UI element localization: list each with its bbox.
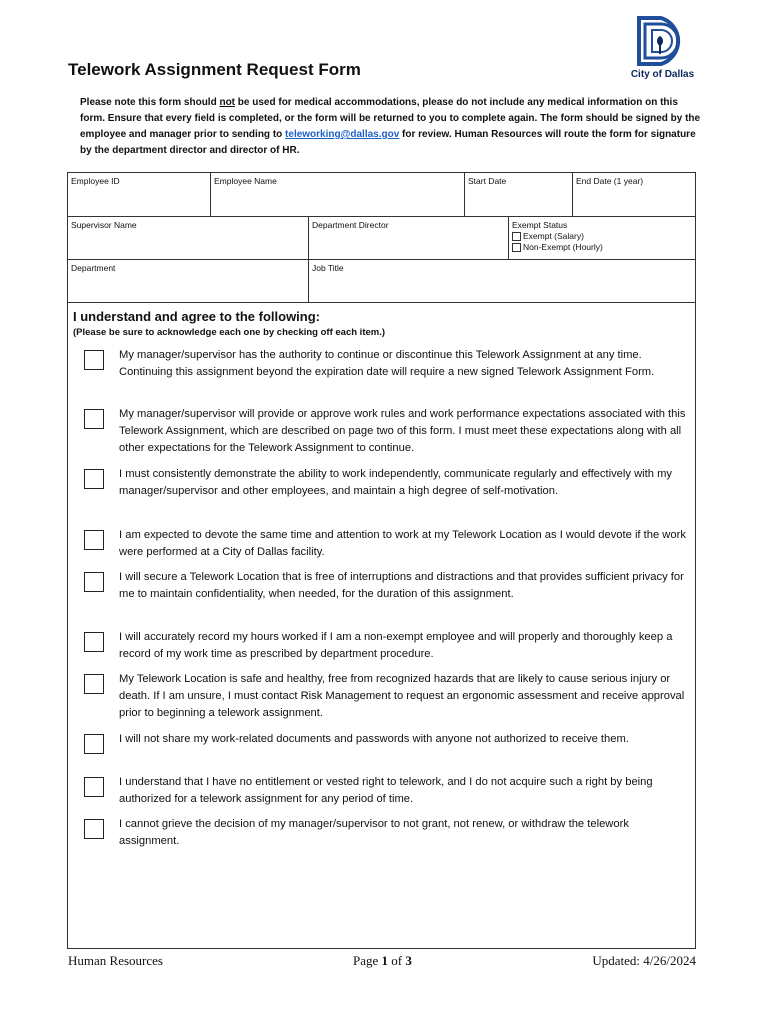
department-director-field[interactable] [309,217,509,260]
page-total: 3 [405,953,412,968]
job-title-label: Job Title [312,263,344,273]
end-date-label: End Date (1 year) [576,176,644,186]
nonexempt-option[interactable] [512,242,692,252]
notice-part2: be used for medical accommodations, please do not include any medical information on this form. Ensure that every field is completed, or the form will be returned to you to complete again. The form should be signed by the employee and manager prior to sending to [80,97,701,140]
ack-checkbox-1[interactable] [84,350,104,370]
ack-text-6: I will accurately record my hours worked if I am a non-exempt employee and will properly and thoroughly keep a record of my work time as prescribed by department procedure. [119,631,673,660]
supervisor-name-field[interactable] [68,217,309,260]
nonexempt-option-label: Non-Exempt (Hourly) [523,242,603,252]
job-title-field[interactable] [309,260,695,302]
department-field[interactable] [68,260,309,302]
ack-text-4: I am expected to devote the same time and attention to work at my Telework Location as I would devote if the work were performed at a City of Dallas facility. [119,529,686,558]
ack-checkbox-8[interactable] [84,734,104,754]
logo-text: City of Dallas [630,69,695,80]
ack-checkbox-7[interactable] [84,674,104,694]
acknowledgement-heading: I understand and agree to the following: [73,309,321,324]
employee-name-label: Employee Name [214,176,277,186]
dallas-d-logo-icon [635,14,691,68]
ack-text-2: My manager/supervisor will provide or approve work rules and work performance expectations associated with this Telework Assignment, which are described on page two of this form. I must meet these expectations along with all other expectations for the Telework Assignment to continue. [119,408,686,454]
page-of: of [388,953,406,968]
employee-name-field[interactable] [211,173,465,217]
footer-updated-date: Updated: 4/26/2024 [592,953,696,968]
ack-checkbox-2[interactable] [84,409,104,429]
notice-paragraph [80,95,702,159]
supervisor-name-label: Supervisor Name [71,220,137,230]
notice-part3: for review. Human Resources will route the form for signature by the department director and director of HR. [80,129,696,156]
ack-text-9: I understand that I have no entitlement or vested right to telework, and I do not acquire such a right by being authorized for a telework assignment for any period of time. [119,776,653,805]
exempt-option-label: Exempt (Salary) [523,231,584,241]
employee-id-label: Employee ID [71,176,120,186]
notice-not-word: not [219,97,236,108]
department-director-label: Department Director [312,220,389,230]
department-label: Department [71,263,116,273]
employee-info-grid [67,172,696,303]
ack-checkbox-10[interactable] [84,819,104,839]
ack-checkbox-6[interactable] [84,632,104,652]
footer-page-number [353,953,412,969]
ack-text-5: I will secure a Telework Location that is free of interruptions and distractions and that provides sufficient privacy for me to maintain confidentiality, when needed, for the duration of this assignment. [119,571,684,600]
start-date-field[interactable] [465,173,573,217]
ack-text-1: My manager/supervisor has the authority to continue or discontinue this Telework Assignment at any time. Continuing this assignment beyond the expiration date will require a new signed Telework Assignment Form. [119,349,655,378]
ack-text-8: I will not share my work-related documents and passwords with anyone not authorized to receive them. [119,733,629,745]
page-title: Telework Assignment Request Form [68,60,361,79]
teleworking-email-link[interactable]: teleworking@dallas.gov [285,129,400,140]
ack-checkbox-9[interactable] [84,777,104,797]
ack-checkbox-3[interactable] [84,469,104,489]
ack-text-7: My Telework Location is safe and healthy, free from recognized hazards that are likely to cause serious injury or death. If I am unsure, I must contact Risk Management to request an ergonomic assessment and receive approval prior to beginning a telework assignment. [119,673,685,719]
ack-checkbox-4[interactable] [84,530,104,550]
end-date-field[interactable] [573,173,695,217]
page-current: 1 [381,953,389,968]
notice-part1: Please note this form should [80,97,220,108]
acknowledgement-section [67,303,696,949]
exempt-status-label: Exempt Status [512,220,568,230]
acknowledgement-subheading: (Please be sure to acknowledge each one by checking off each item.) [73,327,386,338]
employee-id-field[interactable] [68,173,211,217]
exempt-checkbox[interactable] [512,232,521,241]
ack-checkbox-5[interactable] [84,572,104,592]
ack-text-10: I cannot grieve the decision of my manager/supervisor to not grant, not renew, or withdraw the telework assignment. [119,818,629,847]
ack-text-3: I must consistently demonstrate the ability to work independently, communicate regularly and effectively with my manager/supervisor and other employees, and maintain a high degree of self-motivation. [119,468,673,497]
page-label: Page [353,953,382,968]
footer-department: Human Resources [68,953,163,968]
start-date-label: Start Date [468,176,507,186]
exempt-option[interactable] [512,231,692,241]
exempt-status-field [509,217,695,260]
city-of-dallas-logo [625,14,700,84]
nonexempt-checkbox[interactable] [512,243,521,252]
